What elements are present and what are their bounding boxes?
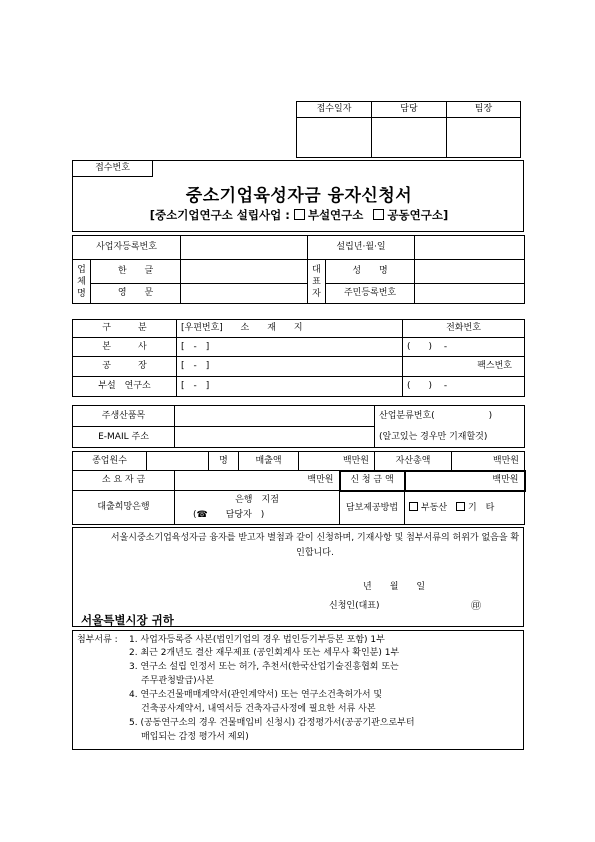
rep-id-label: 주민등록번호 bbox=[326, 284, 415, 304]
email-label: E-MAIL 주소 bbox=[73, 427, 175, 448]
location-table bbox=[72, 319, 525, 397]
attachment-item-4: 4. 연구소건물매매계약서(관인계약서) 또는 연구소건축허가서 및 bbox=[129, 690, 383, 700]
attachment-item-4-cont: 건축공사계약서, 내역서등 건축자금사정에 필요한 서류 사본 bbox=[141, 704, 376, 714]
english-name-label: 영 문 bbox=[91, 284, 181, 304]
signature-date: 년 월 일 bbox=[363, 582, 426, 592]
attachments-block bbox=[72, 630, 524, 750]
korean-name-field[interactable] bbox=[181, 260, 308, 284]
form-subtitle: [중소기업연구소 설립사업 : 부설연구소 공동연구소] bbox=[149, 208, 449, 222]
finance-table bbox=[72, 451, 526, 525]
biz-reg-no-label: 사업자등록번호 bbox=[73, 236, 181, 260]
receipt-number-label-cell bbox=[73, 161, 153, 177]
factory-address-field[interactable]: [ - ] bbox=[177, 357, 403, 377]
industry-code-field[interactable]: 산업분류번호( ) bbox=[375, 406, 525, 427]
form-title: 중소기업육성자금 융자신청서 bbox=[185, 186, 413, 206]
attachment-item-1: 1. 사업자등록증 사본(법인기업의 경우 법인등기부등본 포함) 1부 bbox=[129, 635, 385, 645]
rep-name-field[interactable] bbox=[415, 260, 525, 284]
declaration-block bbox=[72, 527, 524, 627]
attachment-item-2: 2. 최근 2개년도 결산 재무제표 (공인회계사 또는 세무사 확인분) 1부 bbox=[129, 648, 400, 658]
required-funds-label: 소 요 자 금 bbox=[73, 471, 175, 491]
bank-field[interactable]: 은행 지점 (☎ 담당자 ) bbox=[175, 491, 340, 525]
industry-note: (알고있는 경우만 기재할것) bbox=[375, 427, 525, 448]
postal-header: [우편번호] bbox=[177, 320, 237, 338]
collateral-options: 부동산 기 타 bbox=[405, 491, 525, 525]
location-type-header: 구 분 bbox=[73, 320, 177, 338]
phone-header: 전화번호 bbox=[403, 320, 525, 338]
address-header: 소 재 지 bbox=[237, 320, 403, 338]
lab-address-field[interactable]: [ - ] bbox=[177, 377, 403, 397]
requested-amount-label: 신 청 금 액 bbox=[340, 471, 405, 491]
attachment-item-5-cont: 매입되는 감정 평가서 제외) bbox=[141, 732, 249, 742]
est-date-field[interactable] bbox=[415, 236, 525, 260]
lab-label: 부설 연구소 bbox=[73, 377, 177, 397]
recipient: 서울특별시장 귀하 bbox=[81, 613, 174, 627]
sales-label: 매출액 bbox=[239, 452, 299, 471]
requested-amount-field[interactable]: 백만원 bbox=[405, 471, 525, 491]
approval-manager-cell[interactable] bbox=[447, 118, 521, 158]
sales-field[interactable]: 백만원 bbox=[299, 452, 375, 471]
business-name-label: 업 체 명 bbox=[73, 260, 91, 304]
head-office-phone-field[interactable]: ( ) - bbox=[403, 338, 525, 357]
fax-label: 팩스번호 bbox=[403, 357, 525, 377]
product-table bbox=[72, 405, 525, 448]
main-products-label: 주생산품목 bbox=[73, 406, 175, 427]
approval-header-date: 접수일자 bbox=[297, 102, 372, 118]
head-office-label: 본 사 bbox=[73, 338, 177, 357]
factory-label: 공 장 bbox=[73, 357, 177, 377]
assets-label: 자산총액 bbox=[375, 452, 452, 471]
approval-staff-cell[interactable] bbox=[372, 118, 447, 158]
rep-name-label: 성 명 bbox=[326, 260, 415, 284]
approval-header-staff: 담당 bbox=[372, 102, 447, 118]
english-name-field[interactable] bbox=[181, 284, 308, 304]
rep-id-field[interactable] bbox=[415, 284, 525, 304]
bank-label: 대출희망은행 bbox=[73, 491, 175, 525]
head-office-address-field[interactable]: [ - ] bbox=[177, 338, 403, 357]
company-info-table bbox=[72, 235, 525, 304]
approval-date-cell[interactable] bbox=[297, 118, 372, 158]
biz-reg-no-field[interactable] bbox=[181, 236, 308, 260]
title-block bbox=[72, 160, 524, 232]
lab-phone-field[interactable]: ( ) - bbox=[403, 377, 525, 397]
collateral-label: 담보제공방법 bbox=[340, 491, 405, 525]
assets-field[interactable]: 백만원 bbox=[452, 452, 525, 471]
employees-field[interactable] bbox=[147, 452, 209, 471]
attachments-label: 첨부서류 : bbox=[77, 635, 118, 645]
representative-label: 대 표 자 bbox=[308, 260, 326, 304]
applicant-label: 신청인(대표) bbox=[329, 601, 380, 611]
required-funds-field[interactable]: 백만원 bbox=[175, 471, 340, 491]
korean-name-label: 한 글 bbox=[91, 260, 181, 284]
joint-lab-checkbox[interactable] bbox=[373, 209, 384, 220]
main-products-field[interactable] bbox=[175, 406, 375, 427]
other-checkbox[interactable] bbox=[456, 502, 465, 511]
attachment-item-3: 3. 연구소 설립 인정서 또는 허가, 추천서(한국산업기술진흥협회 또는 bbox=[129, 662, 399, 672]
attachment-item-5: 5. (공동연구소의 경우 건물매입비 신청시) 감정평가서(공공기관으로부터 bbox=[129, 718, 415, 728]
approval-header-manager: 팀장 bbox=[447, 102, 521, 118]
email-field[interactable] bbox=[175, 427, 375, 448]
declaration-text: 서울시중소기업육성자금 융자를 받고자 별첨과 같이 신청하며, 기재사항 및 첨부서류의 허위가 없음을 확인합니다. bbox=[110, 533, 520, 558]
receipt-number-label: 접수번호 bbox=[95, 163, 130, 173]
approval-box bbox=[296, 101, 521, 158]
seal-mark: ㊞ bbox=[471, 601, 481, 612]
research-lab-checkbox[interactable] bbox=[294, 209, 305, 220]
real-estate-checkbox[interactable] bbox=[409, 502, 418, 511]
employees-label: 종업원수 bbox=[73, 452, 147, 471]
employees-unit: 명 bbox=[209, 452, 239, 471]
est-date-label: 설립년·월·일 bbox=[308, 236, 415, 260]
attachment-item-3-cont: 주무관청발급)사본 bbox=[141, 676, 215, 686]
